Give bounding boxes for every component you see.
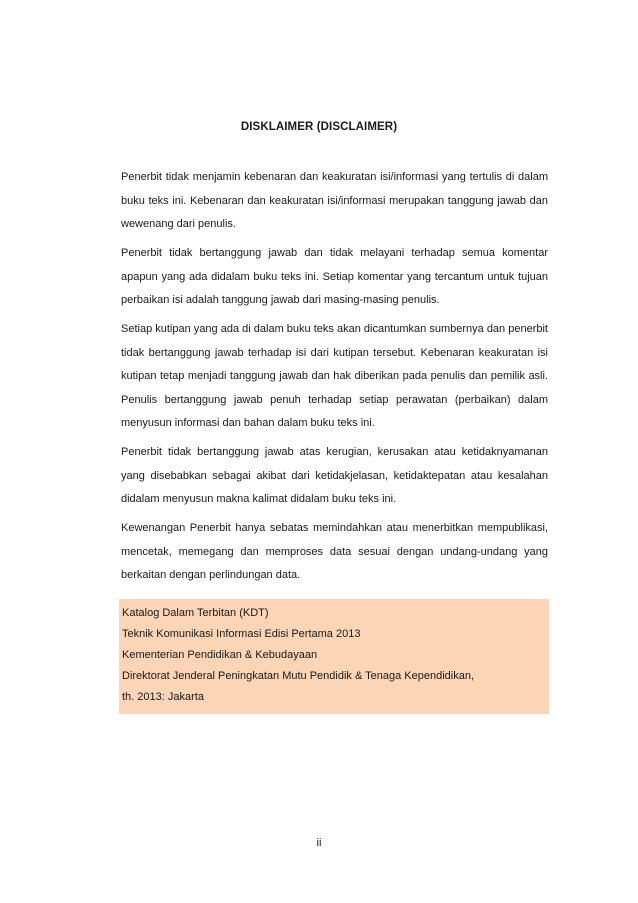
paragraph-5: Kewenangan Penerbit hanya sebatas memindahkan atau menerbitkan mempublikasi, mencetak, memegang dan memproses data sesuai dengan undang-undang yang berkaitan dengan perlindungan data. <box>121 522 548 582</box>
page-title: DISKLAIMER (DISCLAIMER) <box>240 121 398 133</box>
kdt-line-4: Direktorat Jenderal Peningkatan Mutu Pendidik & Tenaga Kependidikan, <box>122 670 475 682</box>
paragraph-2: Penerbit tidak bertanggung jawab dan tidak melayani terhadap semua komentar apapun yang ada didalam buku teks ini. Setiap komentar yang tercantum untuk tujuan perbaikan isi adalah tanggung jawab dari masing-masing penulis. <box>121 246 548 307</box>
paragraph-1: Penerbit tidak menjamin kebenaran dan keakuratan isi/informasi yang tertulis di dalam buku teks ini. Kebenaran dan keakuratan isi/informasi merupakan tanggung jawab dan wewenang dari penulis. <box>121 171 548 231</box>
kdt-line-1: Katalog Dalam Terbitan (KDT) <box>122 607 269 619</box>
paragraph-4: Penerbit tidak bertanggung jawab atas kerugian, kerusakan atau ketidaknyamanan yang disebabkan sebagai akibat dari ketidakjelasan, ketidaktepatan atau kesalahan didalam menyusun makna kalimat didalam buku teks ini. <box>121 446 548 506</box>
paragraph-3: Setiap kutipan yang ada di dalam buku teks akan dicantumkan sumbernya dan penerbit tidak bertanggung jawab terhadap isi dari kutipan tersebut. Kebenaran keakuratan isi kutipan tetap menjadi tanggung jawab dan hak diberikan pada penulis dan pemilik asli. Penulis bertanggung jawab penuh terhadap setiap perawatan (perbaikan) dalam menyusun informasi dan bahan dalam buku teks ini. <box>121 322 548 430</box>
kdt-line-5: th. 2013: Jakarta <box>122 691 204 703</box>
disclaimer-body <box>121 166 548 593</box>
kdt-line-2: Teknik Komunikasi Informasi Edisi Pertama 2013 <box>122 628 361 640</box>
kdt-box <box>119 599 549 714</box>
kdt-line-3: Kementerian Pendidikan & Kebudayaan <box>122 649 318 661</box>
page-number: ii <box>316 837 322 849</box>
